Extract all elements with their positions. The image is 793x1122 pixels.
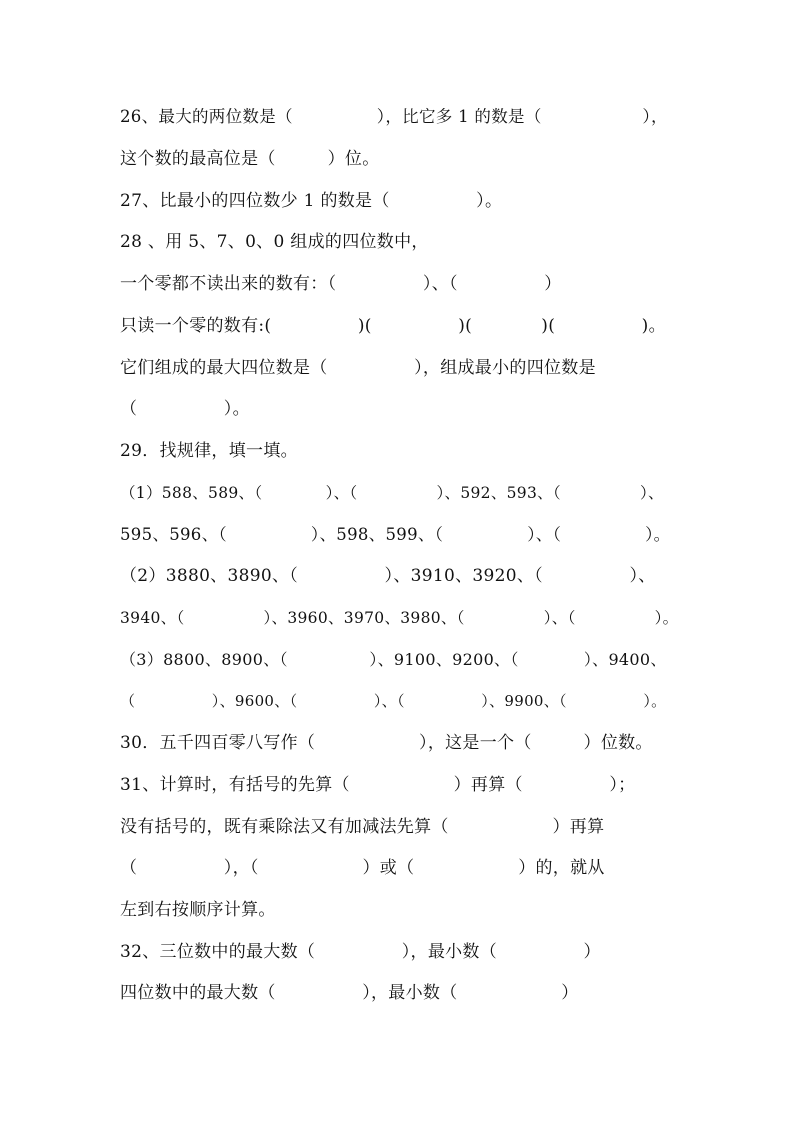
q31-line-4: 左到右按顺序计算。 [120,900,276,920]
q29-part1-line-1: （1）588、589、（ ）、（ ）、592、593、（ ）、 [120,484,664,502]
q27-line: 27、比最小的四位数少 1 的数是（ ）。 [120,191,503,211]
q29-part2-line-1: （2）3880、3890、（ ）、3910、3920、（ ）、 [120,566,656,586]
q32-line-1: 32、三位数中的最大数（ ），最小数（ ） [120,942,601,962]
q26-line-1: 26、最大的两位数是（ ），比它多 1 的数是（ ）， [120,107,668,126]
q26-line-2: 这个数的最高位是（ ）位。 [120,149,380,169]
q28-line-1: 28 、用 5、7、0、0 组成的四位数中， [120,232,429,252]
q29-part1-line-2: 595、596、（ ）、598、599、（ ）、（ ）。 [120,525,671,544]
q30-line: 30．五千四百零八写作（ ），这是一个（ ）位数。 [120,733,653,753]
q31-line-3: （ ），（ ）或（ ）的，就从 [120,858,605,878]
q31-line-1: 31、计算时，有括号的先算（ ）再算（ ）； [120,775,636,795]
q28-line-5: （ ）。 [120,399,250,419]
q28-line-4: 它们组成的最大四位数是（ ），组成最小的四位数是 [120,358,596,378]
q29-part3-line-1: （3）8800、8900、（ ）、9100、9200、（ ）、9400、 [120,650,667,669]
q29-part3-line-2: （ ）、9600、（ ）、（ ）、9900、（ ）。 [120,692,667,710]
q28-line-3: 只读一个零的数有:( )( )( )( )。 [120,316,666,336]
q29-title: 29．找规律，填一填。 [120,441,298,461]
q32-line-2: 四位数中的最大数（ ），最小数（ ） [120,983,579,1003]
q31-line-2: 没有括号的，既有乘除法又有加减法先算（ ）再算 [120,817,605,837]
q29-part2-line-2: 3940、（ ）、3960、3970、3980、（ ）、（ ）。 [120,609,679,627]
q28-line-2: 一个零都不读出来的数有：（ ）、（ ） [120,274,562,294]
